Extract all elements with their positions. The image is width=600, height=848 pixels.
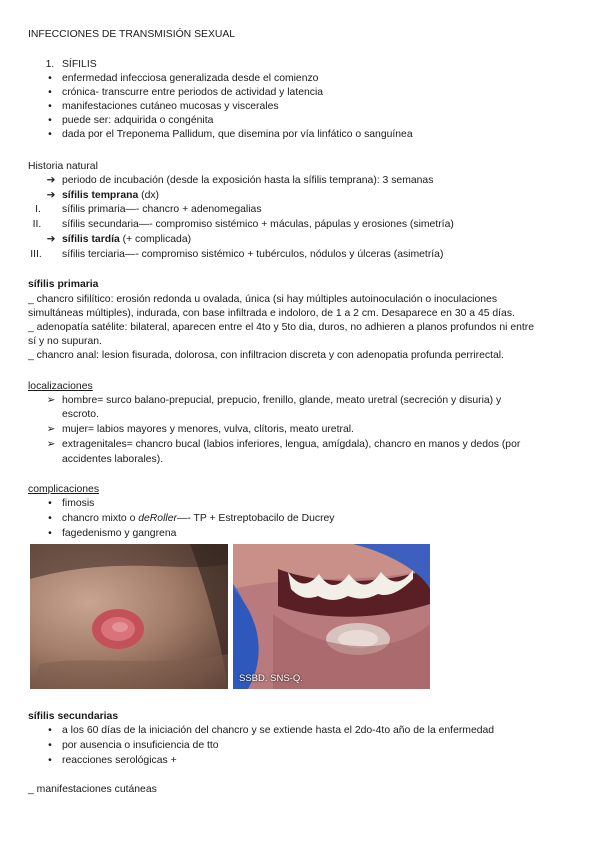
chancre-skin-photo: [30, 544, 228, 689]
bullet-icon: •: [48, 740, 52, 751]
list-item: extragenitales= chancro bucal (labios inferiores, lengua, amígdala), chancro en manos y dedos (por: [62, 439, 521, 450]
list-item: mujer= labios mayores y menores, vulva, clítoris, meato uretral.: [62, 424, 354, 435]
temprana-rest: (dx): [138, 190, 160, 201]
section-heading-sifilis: SÍFILIS: [62, 59, 97, 70]
document-title: INFECCIONES DE TRANSMISIÓN SEXUAL: [28, 29, 236, 40]
paragraph-line: simultáneas múltiples), indurada, con base infiltrada e indoloro, de 1 a 2 cm. Desaparece en 30 a 45 días.: [28, 308, 515, 319]
localizaciones-heading: localizaciones: [28, 381, 93, 392]
roman-numeral: II.: [32, 219, 42, 230]
list-item-continued: escroto.: [62, 409, 99, 420]
roman-numeral: I.: [35, 204, 41, 215]
list-item: [62, 512, 335, 526]
bullet-icon: •: [48, 498, 52, 509]
secundarias-heading: sífilis secundarias: [28, 711, 119, 722]
tardia-line: [62, 233, 191, 247]
primaria-heading: sífilis primaria: [28, 279, 99, 290]
list-item: fagedenismo y gangrena: [62, 528, 177, 539]
bullet-icon: •: [48, 513, 52, 524]
bullet-icon: •: [48, 755, 52, 766]
complicaciones-heading: complicaciones: [28, 484, 100, 495]
temprana-line: [62, 189, 159, 203]
paragraph-line: _ chancro sifilítico: erosión redonda u ovalada, única (si hay múltiples autoinoculación o inoculaciones: [28, 294, 498, 305]
tardia-rest: (+ complicada): [119, 234, 192, 245]
bullet-icon: •: [48, 101, 52, 112]
tardia-bold: sífilis tardía: [62, 234, 120, 245]
secundaria-stage: sífilis secundaria—- compromiso sistémico + máculas, pápulas y erosiones (simetría): [62, 219, 454, 230]
triangle-bullet-icon: ➢: [46, 424, 56, 435]
mixto-post: —- TP + Estreptobacilo de Ducrey: [176, 513, 335, 524]
terciaria-stage: sífilis terciaria—- compromiso sistémico + tubérculos, nódulos y úlceras (asimetría): [62, 249, 444, 260]
roman-numeral: III.: [30, 249, 42, 260]
temprana-bold: sífilis temprana: [62, 190, 139, 201]
triangle-bullet-icon: ➢: [46, 439, 56, 450]
chancre-oral-photo: [233, 544, 430, 689]
list-item: fimosis: [62, 498, 95, 509]
chancre-skin-illustration: [30, 544, 228, 689]
arrow-icon: ➔: [46, 175, 56, 186]
list-item: por ausencia o insuficiencia de tto: [62, 740, 219, 751]
bullet-icon: •: [48, 73, 52, 84]
mixto-italic: deRoller: [138, 513, 177, 524]
photo-caption: SSBD. SNS-Q.: [239, 673, 303, 684]
list-number: 1.: [45, 59, 55, 70]
mixto-pre: chancro mixto o: [62, 513, 139, 524]
list-item-continued: accidentes laborales).: [62, 454, 164, 465]
arrow-icon: ➔: [46, 190, 56, 201]
arrow-icon: ➔: [46, 234, 56, 245]
bullet-icon: •: [48, 87, 52, 98]
paragraph-line: sí y no supuran.: [28, 336, 102, 347]
incubacion-text: periodo de incubación (desde la exposición hasta la sífilis temprana): 3 semanas: [62, 175, 434, 186]
paragraph-line: _ chancro anal: lesion fisurada, dolorosa, con infiltracion discreta y con adenopatia profunda perrirectal.: [28, 350, 504, 361]
list-item: hombre= surco balano-prepucial, prepucio, frenillo, glande, meato uretral (secreción y disuria) y: [62, 395, 502, 406]
list-item: a los 60 días de la iniciación del chancro y se extiende hasta el 2do-4to año de la enfermedad: [62, 725, 495, 736]
bullet-icon: •: [48, 528, 52, 539]
chancre-oral-illustration: [233, 544, 430, 689]
bullet-icon: •: [48, 115, 52, 126]
primaria-stage: sífilis primaria—- chancro + adenomegalias: [62, 204, 262, 215]
triangle-bullet-icon: ➢: [46, 395, 56, 406]
list-item: enfermedad infecciosa generalizada desde el comienzo: [62, 73, 319, 84]
bullet-icon: •: [48, 129, 52, 140]
list-item: crónica- transcurre entre periodos de actividad y latencia: [62, 87, 324, 98]
bullet-icon: •: [48, 725, 52, 736]
manifestaciones-text: _ manifestaciones cutáneas: [28, 784, 157, 795]
list-item: manifestaciones cutáneo mucosas y viscerales: [62, 101, 279, 112]
list-item: puede ser: adquirida o congénita: [62, 115, 214, 126]
paragraph-line: _ adenopatía satélite: bilateral, aparecen entre el 4to y 5to dia, duros, no adhieren a planos profundos ni entre: [28, 322, 535, 333]
list-item: reacciones serológicas +: [62, 755, 177, 766]
list-item: dada por el Treponema Pallidum, que disemina por vía linfático o sanguínea: [62, 129, 413, 140]
historia-heading: Historia natural: [28, 161, 98, 172]
